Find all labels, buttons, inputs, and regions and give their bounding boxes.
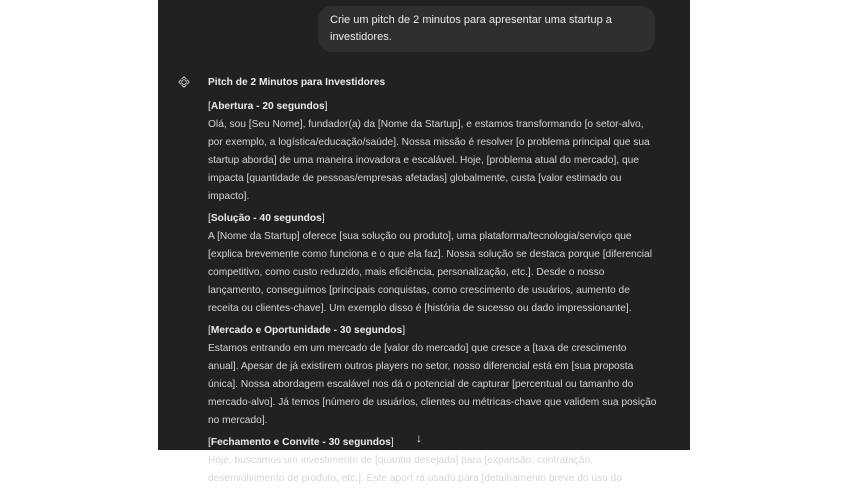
section-opening — [208, 98, 658, 206]
section-heading: [Solução - 40 segundos] — [208, 213, 325, 224]
assistant-avatar — [176, 74, 192, 90]
section-market — [208, 322, 658, 430]
section-body: Olá, sou [Seu Nome], fundador(a) da [Nome da Startup], e estamos transformando [o setor-alvo, por exemplo, a logística/educação/saúde]. Nossa missão é resolver [o problema principal que sua startup aborda] de uma maneira inovadora e escalável. Hoje, [problema atual do mercado], que impacta [quantidade de pessoas/empresas afetadas] globalmente, custa [valor estimado ou impacto]. — [208, 119, 650, 202]
section-body: Hoje, buscamos um investimento de [quantia desejada] para [expansão, contratação, desenvolvimento de produto, etc.]. Este aport rá usado para [detalhamento breve do uso do — [208, 455, 622, 484]
user-message-bubble — [318, 6, 655, 52]
openai-logo-icon — [177, 75, 191, 89]
pitch-title: Pitch de 2 Minutos para Investidores — [208, 77, 386, 88]
section-heading: [Abertura - 20 segundos] — [208, 101, 328, 112]
section-heading: [Mercado e Oportunidade - 30 segundos] — [208, 325, 406, 336]
section-body: Estamos entrando em um mercado de [valor do mercado] que cresce a [taxa de crescimento anual]. Apesar de já existirem outros players no setor, nosso diferencial está em [sua proposta única]. Nossa abordagem escalável nos dá o potencial de capturar [percentual ou tamanho do mercado-alvo]. Já temos [número de usuários, clientes ou métricas-chave que validem sua posição no mercado]. — [208, 343, 657, 426]
section-body: A [Nome da Startup] oferece [sua solução ou produto], uma plataforma/tecnologia/serviço que [explica brevemente como funciona e o que ela faz]. Nossa solução se destaca porque [diferencial competitivo, como custo reduzido, mais eficiência, personalização, etc.]. Desde o nosso lançamento, conseguimos [principais conquistas, como crescimento de usuários, aumento de receita ou clientes-chave]. Um exemplo disso é [história de sucesso ou dado impressionante]. — [208, 231, 652, 314]
section-heading: [Fechamento e Convite - 30 segundos] — [208, 437, 394, 448]
arrow-down-icon: ↓ — [416, 431, 422, 445]
section-closing — [208, 434, 658, 488]
assistant-message — [208, 74, 658, 492]
scroll-down-button[interactable] — [411, 430, 427, 446]
section-solution — [208, 210, 658, 318]
user-message-text: Crie um pitch de 2 minutos para apresentar uma startup a investidores. — [330, 14, 612, 43]
